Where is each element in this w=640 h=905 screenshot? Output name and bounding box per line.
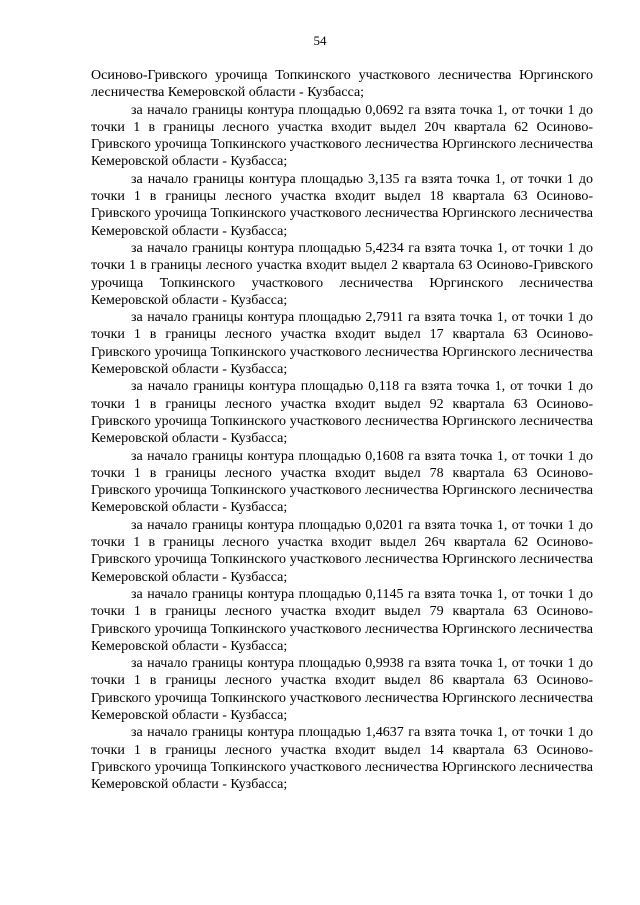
paragraph-contour-0-0201: за начало границы контура площадью 0,0201 га взята точка 1, от точки 1 до точки 1 в границы лесного участка входит выдел 26ч квартала 62 Осиново-Гривского урочища Топкинского участкового лесничества Юргинского лесничества Кемеровской области - Кузбасса; (91, 517, 593, 585)
paragraph-contour-0-118: за начало границы контура площадью 0,118 га взята точка 1, от точки 1 до точки 1 в границы лесного участка входит выдел 92 квартала 63 Осиново-Гривского урочища Топкинского участкового лесничества Юргинского лесничества Кемеровской области - Кузбасса; (91, 379, 593, 447)
document-body (91, 67, 593, 793)
paragraph-contour-5-4234: за начало границы контура площадью 5,4234 га взята точка 1, от точки 1 до точки 1 в границы лесного участка входит выдел 2 квартала 63 Осиново-Гривского урочища Топкинского участкового лесничества Юргинского лесничества Кемеровской области - Кузбасса; (91, 240, 593, 308)
paragraph-continuation: Осиново-Гривского урочища Топкинского участкового лесничества Юргинского лесничества Кемеровской области - Кузбасса; (91, 68, 593, 101)
paragraph-contour-2-7911: за начало границы контура площадью 2,7911 га взята точка 1, от точки 1 до точки 1 в границы лесного участка входит выдел 17 квартала 63 Осиново-Гривского урочища Топкинского участкового лесничества Юргинского лесничества Кемеровской области - Кузбасса; (91, 310, 593, 378)
paragraph-contour-1-4637: за начало границы контура площадью 1,4637 га взята точка 1, от точки 1 до точки 1 в границы лесного участка входит выдел 14 квартала 63 Осиново-Гривского урочища Топкинского участкового лесничества Юргинского лесничества Кемеровской области - Кузбасса; (91, 725, 593, 793)
paragraph-contour-0-9938: за начало границы контура площадью 0,9938 га взята точка 1, от точки 1 до точки 1 в границы лесного участка входит выдел 86 квартала 63 Осиново-Гривского урочища Топкинского участкового лесничества Юргинского лесничества Кемеровской области - Кузбасса; (91, 656, 593, 723)
paragraph-contour-0-1608: за начало границы контура площадью 0,1608 га взята точка 1, от точки 1 до точки 1 в границы лесного участка входит выдел 78 квартала 63 Осиново-Гривского урочища Топкинского участкового лесничества Юргинского лесничества Кемеровской области - Кузбасса; (91, 448, 593, 516)
paragraph-contour-0-0692: за начало границы контура площадью 0,0692 га взята точка 1, от точки 1 до точки 1 в границы лесного участка входит выдел 20ч квартала 62 Осиново-Гривского урочища Топкинского участкового лесничества Юргинского лесничества Кемеровской области - Кузбасса; (91, 102, 593, 170)
paragraph-contour-3-135: за начало границы контура площадью 3,135 га взята точка 1, от точки 1 до точки 1 в границы лесного участка входит выдел 18 квартала 63 Осиново-Гривского урочища Топкинского участкового лесничества Юргинского лесничества Кемеровской области - Кузбасса; (91, 171, 593, 239)
paragraph-contour-0-1145: за начало границы контура площадью 0,1145 га взята точка 1, от точки 1 до точки 1 в границы лесного участка входит выдел 79 квартала 63 Осиново-Гривского урочища Топкинского участкового лесничества Юргинского лесничества Кемеровской области - Кузбасса; (91, 586, 593, 654)
page-number: 54 (313, 33, 327, 48)
